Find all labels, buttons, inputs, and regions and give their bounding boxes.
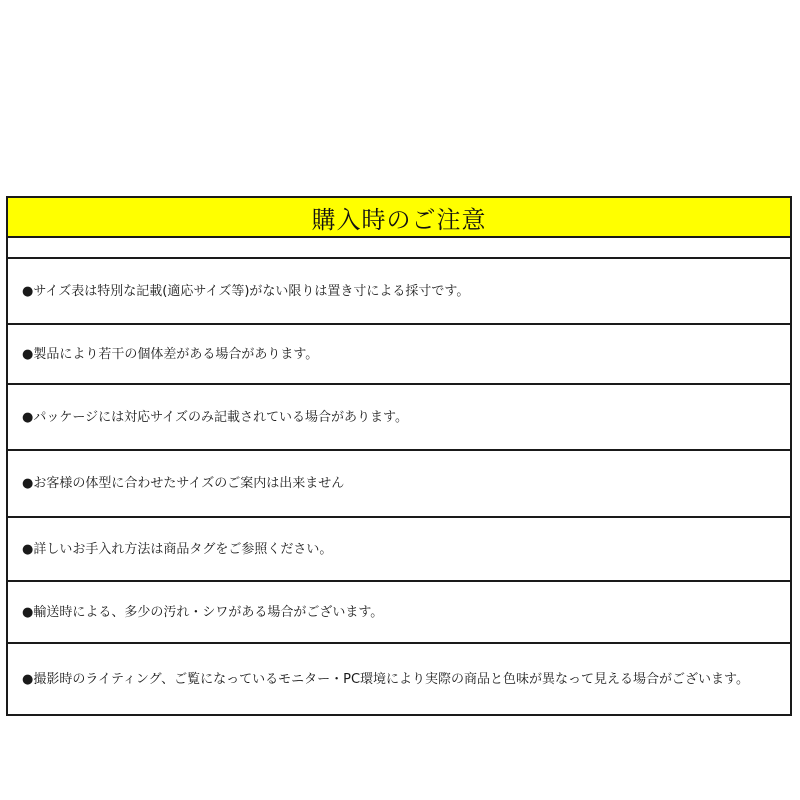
notice-item-size-guidance: ●お客様の体型に合わせたサイズのご案内は出来ません [8, 451, 790, 518]
notice-title: 購入時のご注意 [8, 198, 790, 238]
purchase-notice-table [6, 196, 792, 716]
notice-item-color-difference: ●撮影時のライティング、ご覧になっているモニター・PC環境により実際の商品と色味が異なって見える場合がございます。 [22, 671, 750, 687]
notice-spacer-row [8, 238, 790, 259]
notice-item-shipping-condition: ●輸送時による、多少の汚れ・シワがある場合がございます。 [8, 582, 790, 644]
notice-item-size-chart: ●サイズ表は特別な記載(適応サイズ等)がない限りは置き寸による採寸です。 [8, 259, 790, 325]
notice-item-individual-differences: ●製品により若干の個体差がある場合があります。 [8, 325, 790, 385]
notice-item-package-size: ●パッケージには対応サイズのみ記載されている場合があります。 [8, 385, 790, 451]
notice-item-care-instructions: ●詳しいお手入れ方法は商品タグをご参照ください。 [8, 518, 790, 582]
